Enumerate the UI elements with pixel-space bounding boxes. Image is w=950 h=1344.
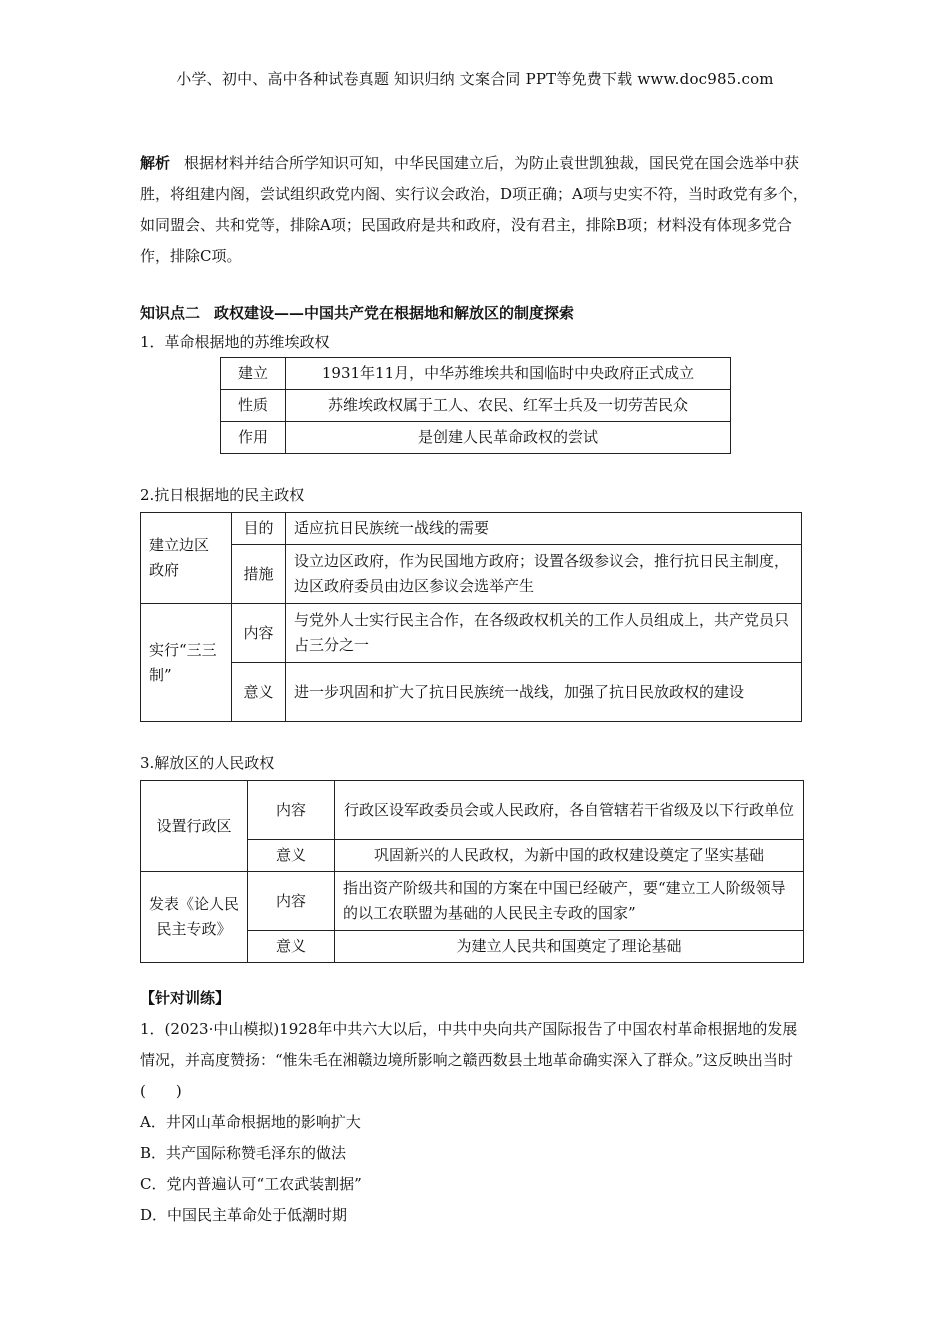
table-key: 性质 — [221, 390, 286, 422]
soviet-regime-table — [220, 357, 731, 454]
anti-japanese-regime-table — [140, 512, 802, 722]
table-key: 意义 — [248, 931, 335, 963]
table-row — [221, 422, 731, 454]
table-key: 目的 — [232, 513, 286, 545]
liberated-area-regime-table — [140, 780, 804, 963]
part3-title: 3.解放区的人民政权 — [140, 754, 275, 772]
table-key: 内容 — [248, 872, 335, 931]
analysis-label: 解析 — [140, 154, 171, 172]
section-title-b: 政权建设——中国共产党在根据地和解放区的制度探索 — [214, 304, 575, 322]
table-row — [221, 390, 731, 422]
table-row — [141, 513, 802, 545]
table-row — [141, 545, 802, 604]
group-label: 发表《论人民民主专政》 — [141, 872, 248, 963]
table-value: 是创建人民革命政权的尝试 — [286, 422, 731, 454]
table-key: 措施 — [232, 545, 286, 604]
table-value: 巩固新兴的人民政权，为新中国的政权建设奠定了坚实基础 — [335, 840, 804, 872]
group-label: 建立边区政府 — [141, 513, 232, 604]
option-b: B．共产国际称赞毛泽东的做法 — [140, 1144, 347, 1162]
table-key: 意义 — [248, 840, 335, 872]
site-header: 小学、初中、高中各种试卷真题 知识归纳 文案合同 PPT等免费下载 www.doc985.com — [176, 70, 774, 88]
table-value: 进一步巩固和扩大了抗日民族统一战线，加强了抗日民放政权的建设 — [286, 663, 802, 722]
table-row — [141, 663, 802, 722]
table-value: 为建立人民共和国奠定了理论基础 — [335, 931, 804, 963]
table-key: 建立 — [221, 358, 286, 390]
section-title-a: 知识点二 — [140, 304, 201, 322]
part1-title: 1．革命根据地的苏维埃政权 — [140, 333, 330, 351]
analysis-paragraph — [140, 148, 812, 272]
table-key: 作用 — [221, 422, 286, 454]
training-label: 【针对训练】 — [140, 989, 231, 1007]
part2-title: 2.抗日根据地的民主政权 — [140, 486, 305, 504]
table-key: 内容 — [248, 781, 335, 840]
group-label: 设置行政区 — [141, 781, 248, 872]
table-value: 苏维埃政权属于工人、农民、红军士兵及一切劳苦民众 — [286, 390, 731, 422]
option-c: C．党内普遍认可“工农武装割据” — [140, 1175, 362, 1193]
table-value: 设立边区政府，作为民国地方政府；设置各级参议会，推行抗日民主制度，边区政府委员由边区参议会选举产生 — [286, 545, 802, 604]
table-value: 行政区设军政委员会或人民政府，各自管辖若干省级及以下行政单位 — [335, 781, 804, 840]
section-title — [140, 302, 812, 323]
document-body — [140, 148, 812, 1231]
option-d: D．中国民主革命处于低潮时期 — [140, 1206, 348, 1224]
table-value: 指出资产阶级共和国的方案在中国已经破产，要“建立工人阶级领导的以工农联盟为基础的人民民主专政的国家” — [335, 872, 804, 931]
table-value: 适应抗日民族统一战线的需要 — [286, 513, 802, 545]
table-row — [141, 604, 802, 663]
group-label: 实行“三三制” — [141, 604, 232, 722]
table-value: 与党外人士实行民主合作，在各级政权机关的工作人员组成上，共产党员只占三分之一 — [286, 604, 802, 663]
table-row — [221, 358, 731, 390]
table-row — [141, 781, 804, 840]
table-row — [141, 872, 804, 931]
table-value: 1931年11月，中华苏维埃共和国临时中央政府正式成立 — [286, 358, 731, 390]
analysis-text: 根据材料并结合所学知识可知，中华民国建立后，为防止袁世凯独裁，国民党在国会选举中获胜，将组建内阁，尝试组织政党内阁、实行议会政治，D项正确；A项与史实不符，当时政党有多个，如同盟会、共和党等，排除A项；民国政府是共和政府，没有君主，排除B项；材料没有体现多党合作，排除C项。 — [140, 154, 808, 265]
question-stem: 1．(2023·中山模拟)1928年中共六大以后，中共中央向共产国际报告了中国农村革命根据地的发展情况，并高度赞扬：“惟朱毛在湘赣边境所影响之赣西数县土地革命确实深入了群众。”这反映出当时( ) — [140, 1020, 798, 1100]
table-key: 内容 — [232, 604, 286, 663]
option-a: A．井冈山革命根据地的影响扩大 — [140, 1113, 361, 1131]
table-key: 意义 — [232, 663, 286, 722]
